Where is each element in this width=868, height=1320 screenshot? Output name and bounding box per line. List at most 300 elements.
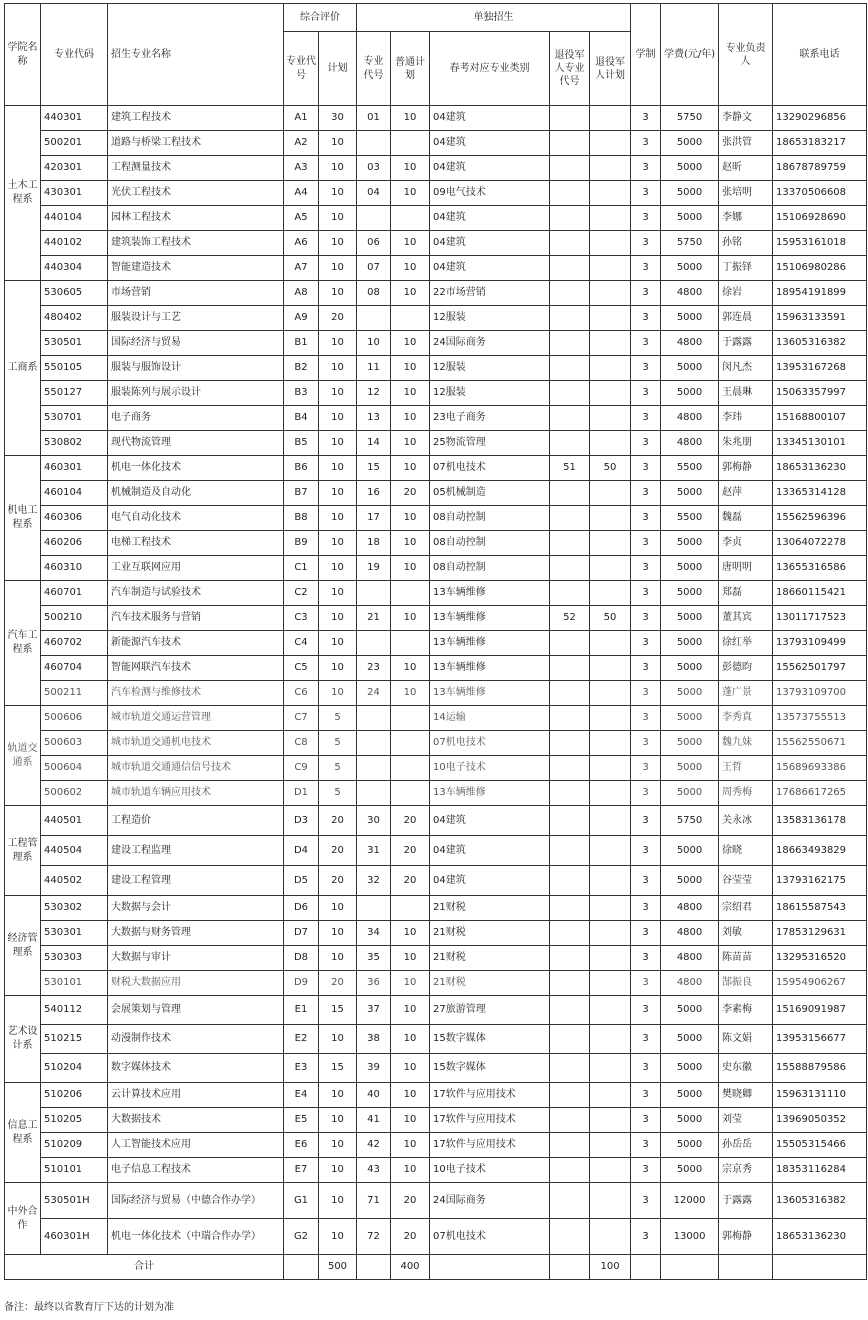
single-plan: 10 (391, 921, 430, 946)
comp-plan: 10 (319, 1108, 357, 1133)
veteran-code (550, 996, 590, 1025)
single-plan: 20 (391, 1219, 430, 1255)
phone: 13605316382 (773, 1183, 867, 1219)
comp-plan: 15 (319, 1054, 357, 1083)
major-name: 财税大数据应用 (108, 971, 284, 996)
single-code: 16 (357, 481, 391, 506)
comp-code: C3 (284, 606, 319, 631)
comp-plan: 10 (319, 256, 357, 281)
single-code: 42 (357, 1133, 391, 1158)
table-row (5, 306, 867, 331)
comp-code: B9 (284, 531, 319, 556)
header-name: 招生专业名称 (108, 4, 284, 106)
comp-plan: 20 (319, 806, 357, 836)
veteran-plan (590, 631, 631, 656)
comp-plan: 10 (319, 1158, 357, 1183)
major-name: 建设工程管理 (108, 866, 284, 896)
single-code: 43 (357, 1158, 391, 1183)
comp-code: B4 (284, 406, 319, 431)
comp-code: B2 (284, 356, 319, 381)
years: 3 (631, 156, 661, 181)
major-code: 550105 (41, 356, 108, 381)
major-name: 建筑工程技术 (108, 106, 284, 131)
years: 3 (631, 996, 661, 1025)
table-row (5, 206, 867, 231)
single-code: 14 (357, 431, 391, 456)
table-row (5, 331, 867, 356)
leader: 刘莹 (719, 1108, 773, 1133)
fee: 5000 (661, 156, 719, 181)
major-code: 500602 (41, 781, 108, 806)
major-code: 510209 (41, 1133, 108, 1158)
table-row (5, 1054, 867, 1083)
leader: 徐红举 (719, 631, 773, 656)
veteran-code (550, 921, 590, 946)
veteran-plan (590, 406, 631, 431)
comp-plan: 10 (319, 431, 357, 456)
total-single-plan: 400 (391, 1255, 430, 1280)
major-code: 440504 (41, 836, 108, 866)
comp-code: C7 (284, 706, 319, 731)
table-row (5, 706, 867, 731)
spring-category: 07机电技术 (430, 731, 550, 756)
fee: 5000 (661, 206, 719, 231)
comp-plan: 10 (319, 181, 357, 206)
single-plan: 10 (391, 331, 430, 356)
comp-plan: 20 (319, 866, 357, 896)
spring-category: 13车辆维修 (430, 781, 550, 806)
major-name: 电子商务 (108, 406, 284, 431)
spring-category: 21财税 (430, 896, 550, 921)
single-code: 12 (357, 381, 391, 406)
major-name: 建筑装饰工程技术 (108, 231, 284, 256)
phone: 13655316586 (773, 556, 867, 581)
veteran-plan (590, 131, 631, 156)
spring-category: 17软件与应用技术 (430, 1083, 550, 1108)
phone: 18653183217 (773, 131, 867, 156)
leader: 孙铭 (719, 231, 773, 256)
years: 3 (631, 581, 661, 606)
single-plan: 20 (391, 836, 430, 866)
spring-category: 12服装 (430, 356, 550, 381)
veteran-plan (590, 581, 631, 606)
spring-category: 17软件与应用技术 (430, 1133, 550, 1158)
veteran-plan (590, 781, 631, 806)
veteran-code (550, 181, 590, 206)
phone: 13295316520 (773, 946, 867, 971)
major-code: 460301H (41, 1219, 108, 1255)
veteran-code: 52 (550, 606, 590, 631)
header-row-1 (5, 4, 867, 32)
major-name: 城市轨道交通运营管理 (108, 706, 284, 731)
major-code: 530302 (41, 896, 108, 921)
veteran-code (550, 1108, 590, 1133)
phone: 18653136230 (773, 456, 867, 481)
table-row (5, 231, 867, 256)
years: 3 (631, 896, 661, 921)
single-code: 41 (357, 1108, 391, 1133)
years: 3 (631, 406, 661, 431)
comp-plan: 10 (319, 231, 357, 256)
years: 3 (631, 921, 661, 946)
veteran-plan (590, 1054, 631, 1083)
leader: 彭德昀 (719, 656, 773, 681)
fee: 5000 (661, 706, 719, 731)
comp-code: G2 (284, 1219, 319, 1255)
comp-code: A9 (284, 306, 319, 331)
comp-plan: 10 (319, 921, 357, 946)
phone: 18954191899 (773, 281, 867, 306)
fee: 5000 (661, 1108, 719, 1133)
spring-category: 15数字媒体 (430, 1054, 550, 1083)
leader: 宗京秀 (719, 1158, 773, 1183)
header-comp-code: 专业代号 (284, 32, 319, 106)
major-code: 480402 (41, 306, 108, 331)
major-code: 440501 (41, 806, 108, 836)
fee: 5000 (661, 656, 719, 681)
years: 3 (631, 731, 661, 756)
single-plan (391, 756, 430, 781)
comp-code: E1 (284, 996, 319, 1025)
single-plan: 10 (391, 606, 430, 631)
total-veteran-plan: 100 (590, 1255, 631, 1280)
veteran-plan (590, 921, 631, 946)
phone: 13365314128 (773, 481, 867, 506)
single-plan: 10 (391, 431, 430, 456)
spring-category: 14运输 (430, 706, 550, 731)
fee: 5000 (661, 131, 719, 156)
table-row (5, 156, 867, 181)
spring-category: 04建筑 (430, 806, 550, 836)
comp-code: C2 (284, 581, 319, 606)
years: 3 (631, 1133, 661, 1158)
veteran-code (550, 106, 590, 131)
spring-category: 22市场营销 (430, 281, 550, 306)
phone: 17686617265 (773, 781, 867, 806)
veteran-code (550, 306, 590, 331)
single-plan (391, 131, 430, 156)
single-plan: 10 (391, 1133, 430, 1158)
comp-code: D3 (284, 806, 319, 836)
header-comprehensive-group: 综合评价 (284, 4, 357, 32)
major-code: 510204 (41, 1054, 108, 1083)
comp-plan: 10 (319, 896, 357, 921)
table-row (5, 506, 867, 531)
fee: 5000 (661, 1083, 719, 1108)
veteran-plan (590, 1083, 631, 1108)
major-name: 工程造价 (108, 806, 284, 836)
table-row (5, 836, 867, 866)
veteran-plan (590, 971, 631, 996)
major-name: 大数据技术 (108, 1108, 284, 1133)
veteran-code (550, 781, 590, 806)
single-code: 34 (357, 921, 391, 946)
single-plan (391, 896, 430, 921)
single-plan: 20 (391, 481, 430, 506)
major-name: 服装与服饰设计 (108, 356, 284, 381)
single-plan (391, 706, 430, 731)
single-plan (391, 206, 430, 231)
major-name: 城市轨道交通机电技术 (108, 731, 284, 756)
years: 3 (631, 481, 661, 506)
veteran-plan (590, 506, 631, 531)
single-plan: 10 (391, 531, 430, 556)
veteran-code (550, 281, 590, 306)
single-code: 39 (357, 1054, 391, 1083)
fee: 5000 (661, 556, 719, 581)
spring-category: 04建筑 (430, 866, 550, 896)
leader: 张洪管 (719, 131, 773, 156)
spring-category: 12服装 (430, 306, 550, 331)
spring-category: 13车辆维修 (430, 581, 550, 606)
spring-category: 21财税 (430, 921, 550, 946)
veteran-plan (590, 281, 631, 306)
veteran-plan (590, 731, 631, 756)
header-veteran-code: 退役军人专业代号 (550, 32, 590, 106)
fee: 5000 (661, 181, 719, 206)
single-plan: 10 (391, 356, 430, 381)
leader: 史东徽 (719, 1054, 773, 1083)
comp-code: C8 (284, 731, 319, 756)
single-code (357, 706, 391, 731)
table-row (5, 866, 867, 896)
comp-code: E4 (284, 1083, 319, 1108)
major-name: 电子信息工程技术 (108, 1158, 284, 1183)
spring-category: 17软件与应用技术 (430, 1108, 550, 1133)
comp-plan: 10 (319, 406, 357, 431)
total-cell (430, 1255, 550, 1280)
veteran-code (550, 381, 590, 406)
comp-plan: 10 (319, 456, 357, 481)
major-code: 420301 (41, 156, 108, 181)
major-code: 500604 (41, 756, 108, 781)
single-code: 04 (357, 181, 391, 206)
veteran-code (550, 756, 590, 781)
veteran-plan (590, 996, 631, 1025)
table-row (5, 1158, 867, 1183)
veteran-code (550, 971, 590, 996)
veteran-plan (590, 531, 631, 556)
comp-plan: 10 (319, 156, 357, 181)
spring-category: 24国际商务 (430, 331, 550, 356)
table-row (5, 481, 867, 506)
table-row (5, 181, 867, 206)
veteran-code (550, 631, 590, 656)
comp-code: D8 (284, 946, 319, 971)
fee: 5000 (661, 306, 719, 331)
years: 3 (631, 506, 661, 531)
phone: 15562596396 (773, 506, 867, 531)
table-row (5, 896, 867, 921)
comp-plan: 10 (319, 1183, 357, 1219)
years: 3 (631, 231, 661, 256)
fee: 5750 (661, 806, 719, 836)
phone: 13064072278 (773, 531, 867, 556)
single-plan: 10 (391, 106, 430, 131)
major-code: 530701 (41, 406, 108, 431)
single-plan (391, 731, 430, 756)
years: 3 (631, 1083, 661, 1108)
table-row (5, 131, 867, 156)
major-code: 500201 (41, 131, 108, 156)
fee: 5000 (661, 531, 719, 556)
fee: 4800 (661, 971, 719, 996)
single-plan: 10 (391, 456, 430, 481)
veteran-plan (590, 681, 631, 706)
dept-name: 轨道交通系 (5, 706, 41, 806)
veteran-code (550, 431, 590, 456)
phone: 13290296856 (773, 106, 867, 131)
leader: 丁振铎 (719, 256, 773, 281)
veteran-plan (590, 836, 631, 866)
single-code: 36 (357, 971, 391, 996)
years: 3 (631, 706, 661, 731)
phone: 15168800107 (773, 406, 867, 431)
phone: 13345130101 (773, 431, 867, 456)
veteran-code (550, 896, 590, 921)
spring-category: 04建筑 (430, 131, 550, 156)
comp-code: A2 (284, 131, 319, 156)
veteran-plan: 50 (590, 606, 631, 631)
leader: 郭梅静 (719, 1219, 773, 1255)
total-cell (631, 1255, 661, 1280)
enrollment-plan-table (4, 3, 867, 1280)
comp-plan: 10 (319, 1083, 357, 1108)
phone: 15505315466 (773, 1133, 867, 1158)
spring-category: 04建筑 (430, 106, 550, 131)
spring-category: 27旅游管理 (430, 996, 550, 1025)
total-cell (550, 1255, 590, 1280)
single-code: 31 (357, 836, 391, 866)
veteran-code (550, 836, 590, 866)
single-code (357, 896, 391, 921)
comp-plan: 15 (319, 996, 357, 1025)
table-row (5, 381, 867, 406)
years: 3 (631, 946, 661, 971)
major-code: 530501 (41, 331, 108, 356)
comp-plan: 5 (319, 756, 357, 781)
veteran-code (550, 1025, 590, 1054)
single-code (357, 781, 391, 806)
major-code: 460704 (41, 656, 108, 681)
spring-category: 10电子技术 (430, 1158, 550, 1183)
table-row (5, 1025, 867, 1054)
table-row (5, 1108, 867, 1133)
veteran-plan (590, 356, 631, 381)
single-plan: 10 (391, 1083, 430, 1108)
table-row (5, 456, 867, 481)
veteran-code (550, 256, 590, 281)
comp-code: E7 (284, 1158, 319, 1183)
phone: 18663493829 (773, 836, 867, 866)
comp-plan: 10 (319, 1133, 357, 1158)
major-code: 510206 (41, 1083, 108, 1108)
major-code: 550127 (41, 381, 108, 406)
table-row (5, 806, 867, 836)
years: 3 (631, 1219, 661, 1255)
fee: 5000 (661, 1025, 719, 1054)
spring-category: 13车辆维修 (430, 656, 550, 681)
comp-code: D6 (284, 896, 319, 921)
comp-plan: 5 (319, 706, 357, 731)
fee: 13000 (661, 1219, 719, 1255)
single-code: 06 (357, 231, 391, 256)
veteran-code (550, 206, 590, 231)
single-code (357, 731, 391, 756)
fee: 5000 (661, 1054, 719, 1083)
veteran-plan (590, 231, 631, 256)
years: 3 (631, 556, 661, 581)
single-code: 38 (357, 1025, 391, 1054)
major-name: 服装陈列与展示设计 (108, 381, 284, 406)
major-name: 云计算技术应用 (108, 1083, 284, 1108)
veteran-plan (590, 806, 631, 836)
comp-code: B3 (284, 381, 319, 406)
single-plan: 10 (391, 506, 430, 531)
comp-plan: 10 (319, 581, 357, 606)
header-spring-category: 春考对应专业类别 (430, 32, 550, 106)
fee: 5000 (661, 996, 719, 1025)
single-plan (391, 581, 430, 606)
veteran-code (550, 156, 590, 181)
major-name: 汽车检测与维修技术 (108, 681, 284, 706)
veteran-code (550, 481, 590, 506)
comp-code: B7 (284, 481, 319, 506)
veteran-code (550, 131, 590, 156)
spring-category: 21财税 (430, 971, 550, 996)
veteran-plan (590, 946, 631, 971)
table-row (5, 581, 867, 606)
years: 3 (631, 131, 661, 156)
years: 3 (631, 836, 661, 866)
years: 3 (631, 256, 661, 281)
table-row (5, 681, 867, 706)
veteran-plan (590, 556, 631, 581)
veteran-code (550, 706, 590, 731)
spring-category: 04建筑 (430, 256, 550, 281)
comp-code: C9 (284, 756, 319, 781)
spring-category: 10电子技术 (430, 756, 550, 781)
spring-category: 24国际商务 (430, 1183, 550, 1219)
comp-code: B8 (284, 506, 319, 531)
leader: 闵凡杰 (719, 356, 773, 381)
veteran-plan (590, 431, 631, 456)
spring-category: 04建筑 (430, 836, 550, 866)
major-name: 数字媒体技术 (108, 1054, 284, 1083)
major-name: 建设工程监理 (108, 836, 284, 866)
years: 3 (631, 606, 661, 631)
comp-plan: 10 (319, 206, 357, 231)
leader: 关永冰 (719, 806, 773, 836)
comp-code: B1 (284, 331, 319, 356)
comp-plan: 10 (319, 356, 357, 381)
years: 3 (631, 381, 661, 406)
major-code: 510205 (41, 1108, 108, 1133)
phone: 13573755513 (773, 706, 867, 731)
spring-category: 07机电技术 (430, 1219, 550, 1255)
single-code: 18 (357, 531, 391, 556)
dept-name: 中外合作 (5, 1183, 41, 1255)
fee: 4800 (661, 896, 719, 921)
total-row (5, 1255, 867, 1280)
veteran-code (550, 231, 590, 256)
single-code: 71 (357, 1183, 391, 1219)
leader: 谷莹莹 (719, 866, 773, 896)
comp-plan: 10 (319, 631, 357, 656)
spring-category: 08自动控制 (430, 506, 550, 531)
major-code: 460206 (41, 531, 108, 556)
phone: 18353116284 (773, 1158, 867, 1183)
